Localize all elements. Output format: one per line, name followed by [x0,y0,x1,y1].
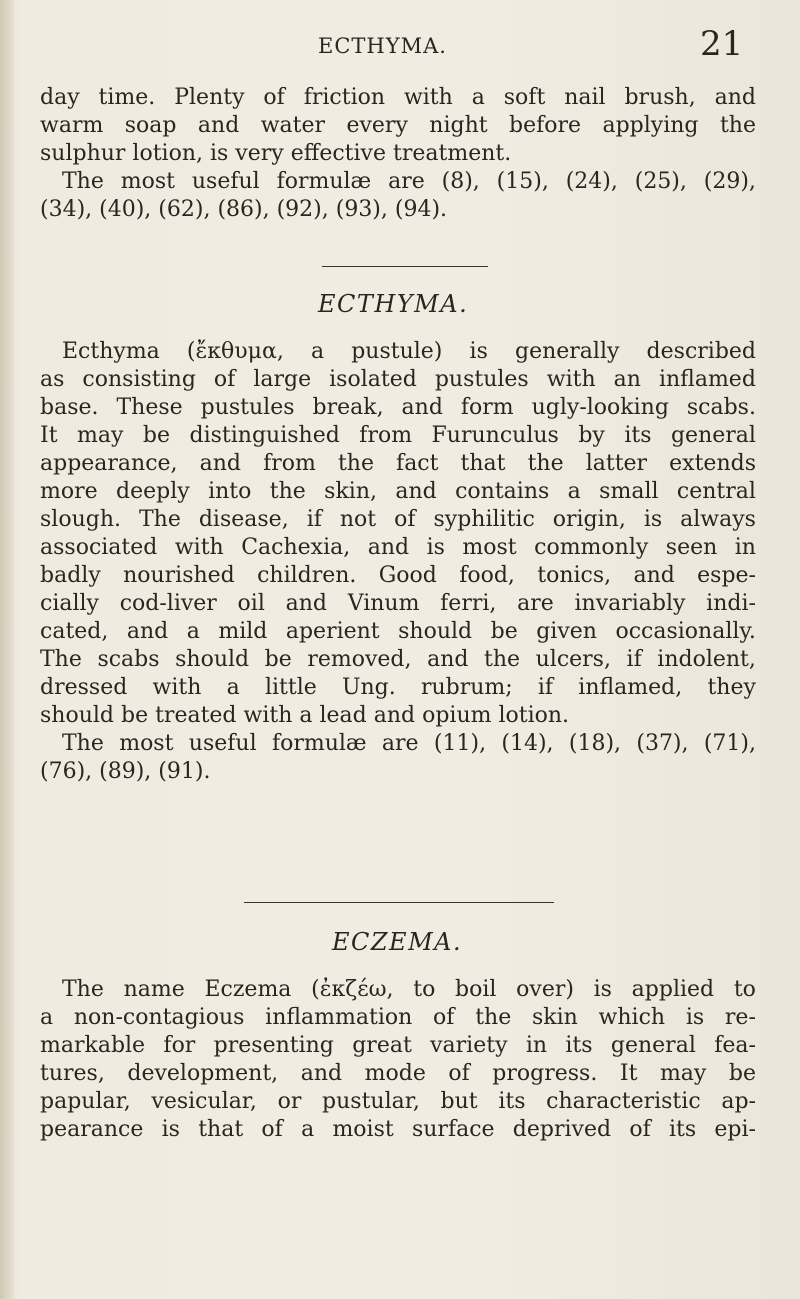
text-line: appearance, and from the fact that the latter extends [40,451,756,476]
text-line: base. These pustules break, and form ugly-looking scabs. [40,395,756,420]
text-line: Ecthyma (ἔκθυμα, a pustule) is generally described [62,339,756,364]
text-line: The name Eczema (ἐκζέω, to boil over) is applied to [62,977,756,1002]
text-line: papular, vesicular, or pustular, but its characteristic ap- [40,1089,756,1114]
text-line: The most useful formulæ are (11), (14), (18), (37), (71), [62,731,756,756]
text-line: cially cod-liver oil and Vinum ferri, are invariably indi- [40,591,756,616]
running-head [0,26,800,66]
section-divider-rule [322,266,488,267]
intro-formulae-paragraph [40,168,756,224]
text-line: (76), (89), (91). [40,759,211,784]
text-line: pearance is that of a moist surface deprived of its epi- [40,1117,756,1142]
text-line: as consisting of large isolated pustules with an inflamed [40,367,756,392]
text-line: The scabs should be removed, and the ulcers, if indolent, [40,647,756,672]
text-line: It may be distinguished from Furunculus by its general [40,423,756,448]
ecthyma-paragraph [40,338,756,730]
text-line: dressed with a little Ung. rubrum; if inflamed, they [40,675,756,700]
text-line: tures, development, and mode of progress. It may be [40,1061,756,1086]
eczema-paragraph [40,976,756,1144]
section-heading-ecthyma: ECTHYMA. [318,290,469,318]
section-divider-rule [244,902,554,903]
text-line: sulphur lotion, is very effective treatment. [40,141,512,166]
text-line: markable for presenting great variety in its general fea- [40,1033,756,1058]
text-line: should be treated with a lead and opium lotion. [40,703,570,728]
text-line: associated with Cachexia, and is most commonly seen in [40,535,756,560]
text-line: slough. The disease, if not of syphilitic origin, is always [40,507,756,532]
text-line: badly nourished children. Good food, tonics, and espe- [40,563,756,588]
text-line: (34), (40), (62), (86), (92), (93), (94). [40,197,448,222]
page-number: 21 [700,24,744,64]
text-line: cated, and a mild aperient should be given occasionally. [40,619,756,644]
ecthyma-formulae-paragraph [40,730,756,786]
page-gutter-shadow [0,0,14,1299]
intro-paragraph [40,84,756,168]
running-title: ECTHYMA. [318,34,447,58]
text-line: warm soap and water every night before applying the [40,113,756,138]
section-heading-eczema: ECZEMA. [332,928,463,956]
text-line: more deeply into the skin, and contains a small central [40,479,756,504]
text-line: day time. Plenty of friction with a soft nail brush, and [40,85,756,110]
text-line: The most useful formulæ are (8), (15), (24), (25), (29), [62,169,756,194]
text-line: a non-contagious inflammation of the skin which is re- [40,1005,756,1030]
